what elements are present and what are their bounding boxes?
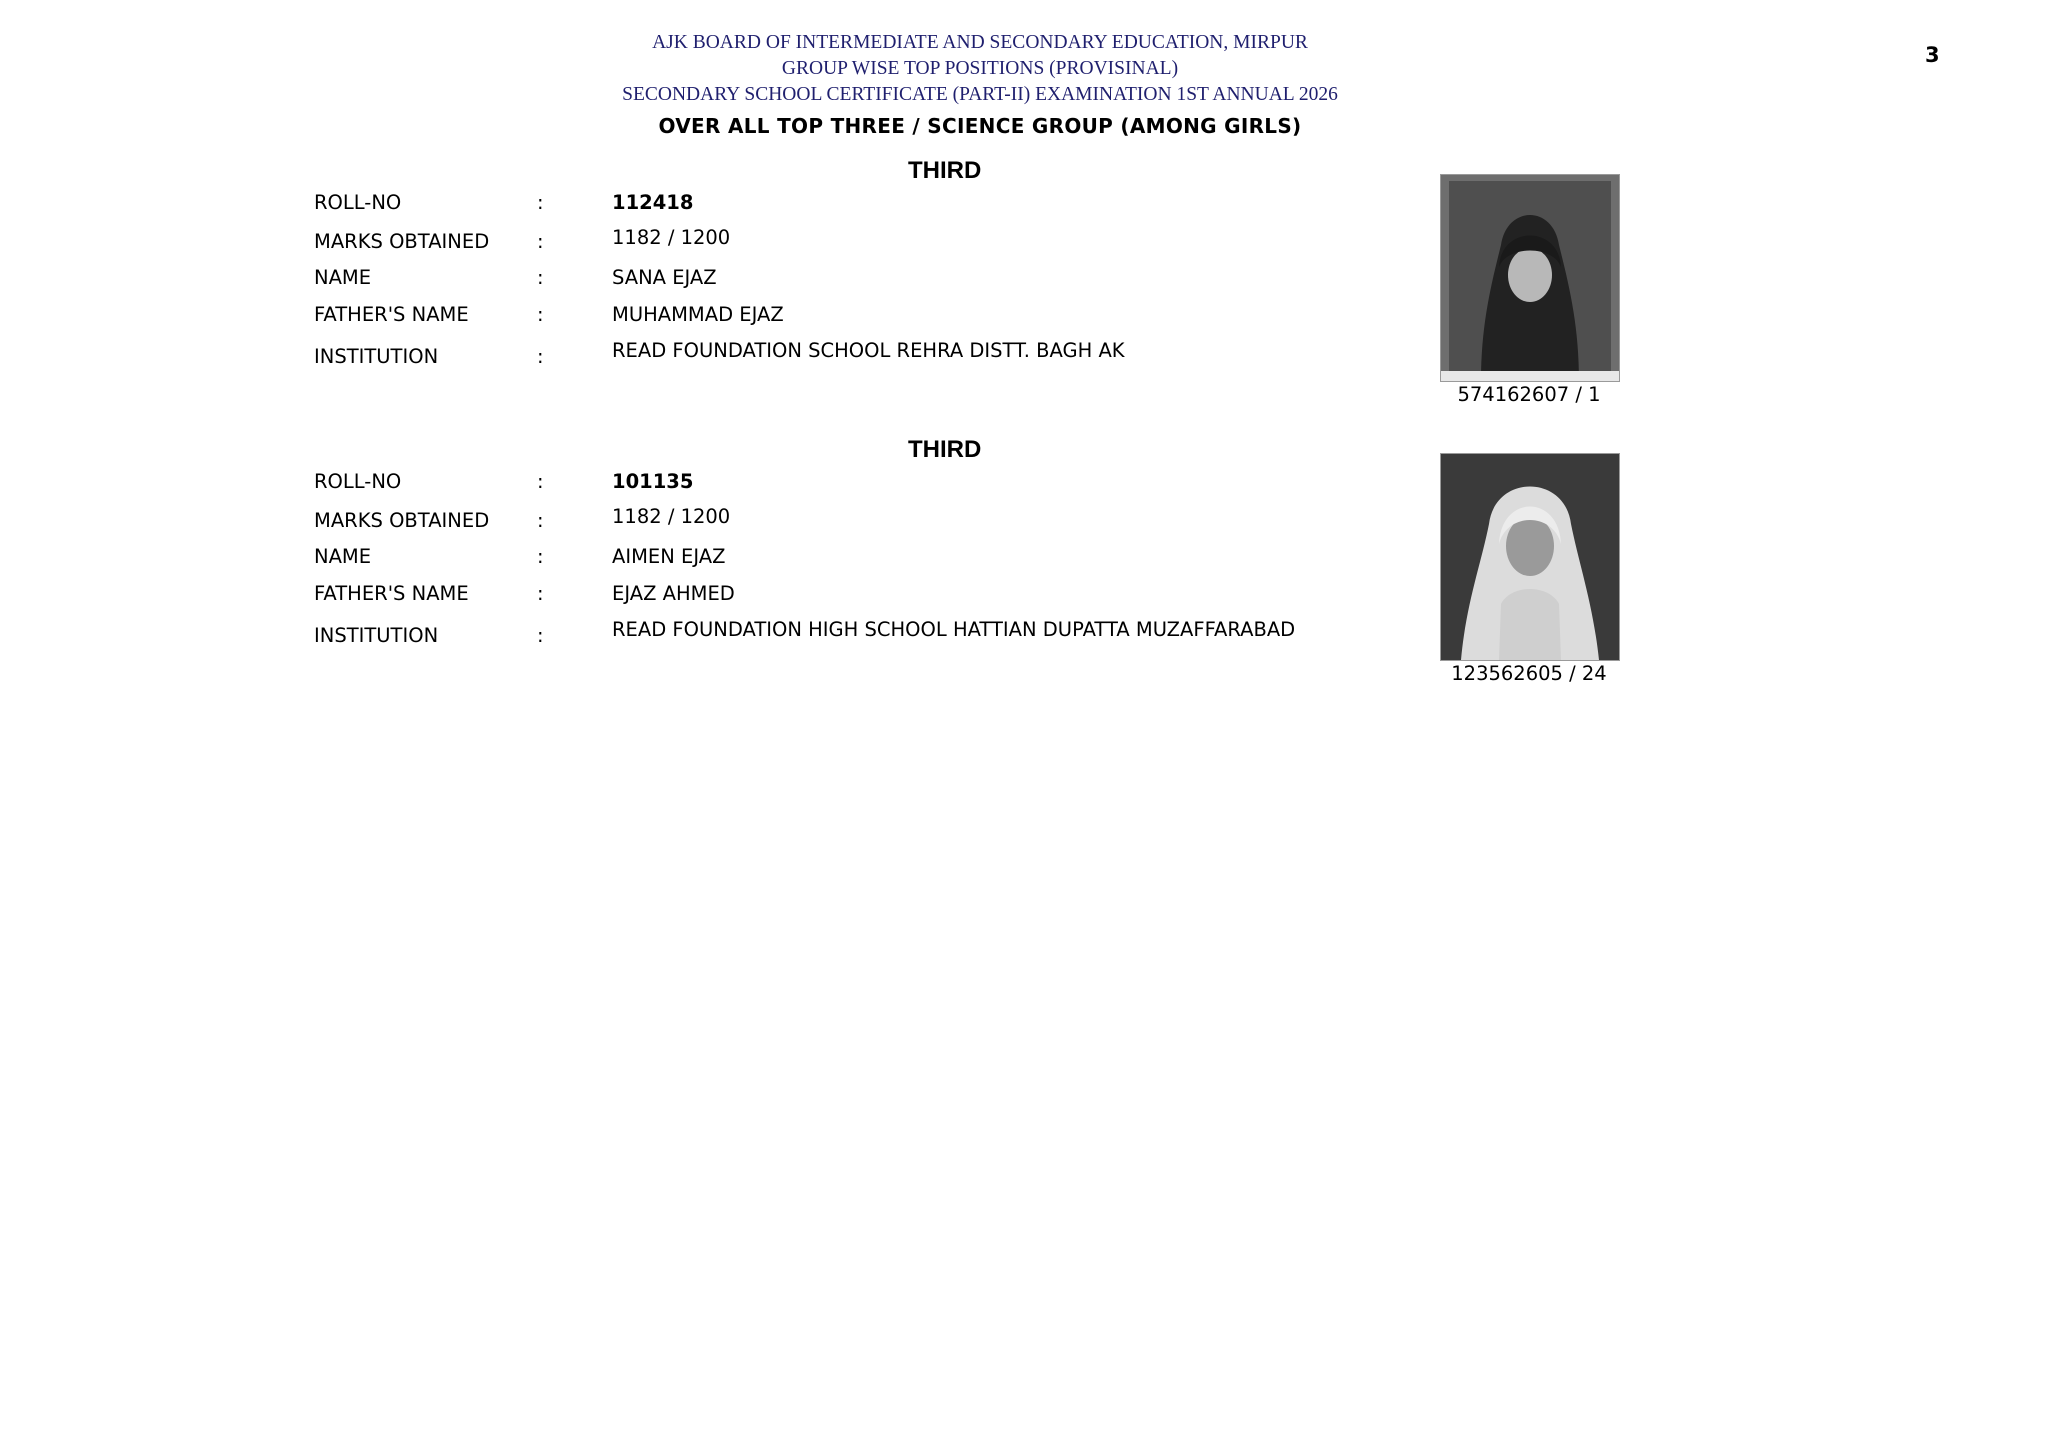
institution-label: INSTITUTION [314,624,439,647]
exam-title: SECONDARY SCHOOL CERTIFICATE (PART-II) EXAMINATION 1ST ANNUAL 2026 [622,84,1338,105]
student-photo-image [1441,454,1619,660]
roll-no-label: ROLL-NO [314,470,402,493]
roll-no-label: ROLL-NO [314,191,402,214]
page-number: 3 [1925,43,1940,67]
separator: : [537,624,544,647]
name-label: NAME [314,266,372,289]
institution-label: INSTITUTION [314,345,439,368]
name-value: AIMEN EJAZ [612,545,726,568]
rank-label: THIRD [908,436,982,463]
marks-value: 1182 / 1200 [612,226,731,249]
institution-value: READ FOUNDATION SCHOOL REHRA DISTT. BAGH AK [612,339,1125,362]
father-value: EJAZ AHMED [612,582,735,605]
separator: : [537,509,544,532]
separator: : [537,345,544,368]
marks-label: MARKS OBTAINED [314,509,490,532]
group-subtitle: OVER ALL TOP THREE / SCIENCE GROUP (AMONG GIRLS) [658,114,1302,138]
marks-label: MARKS OBTAINED [314,230,490,253]
institution-value: READ FOUNDATION HIGH SCHOOL HATTIAN DUPATTA MUZAFFARABAD [612,618,1296,641]
marks-value: 1182 / 1200 [612,505,731,528]
photo-caption: 123562605 / 24 [1451,662,1607,685]
separator: : [537,303,544,326]
student-photo-image [1441,175,1619,381]
separator: : [537,191,544,214]
father-value: MUHAMMAD EJAZ [612,303,784,326]
separator: : [537,582,544,605]
rank-label: THIRD [908,157,982,184]
roll-no-value: 112418 [612,191,694,214]
student-photo [1440,174,1620,382]
separator: : [537,545,544,568]
board-title: AJK BOARD OF INTERMEDIATE AND SECONDARY EDUCATION, MIRPUR [652,32,1308,53]
separator: : [537,470,544,493]
name-value: SANA EJAZ [612,266,717,289]
photo-caption: 574162607 / 1 [1457,383,1601,406]
report-title: GROUP WISE TOP POSITIONS (PROVISINAL) [781,58,1179,79]
position-record [0,157,2048,417]
separator: : [537,266,544,289]
separator: : [537,230,544,253]
father-label: FATHER'S NAME [314,582,469,605]
roll-no-value: 101135 [612,470,694,493]
student-photo [1440,453,1620,661]
name-label: NAME [314,545,372,568]
father-label: FATHER'S NAME [314,303,469,326]
document-header [0,30,1960,138]
position-record [0,436,2048,696]
